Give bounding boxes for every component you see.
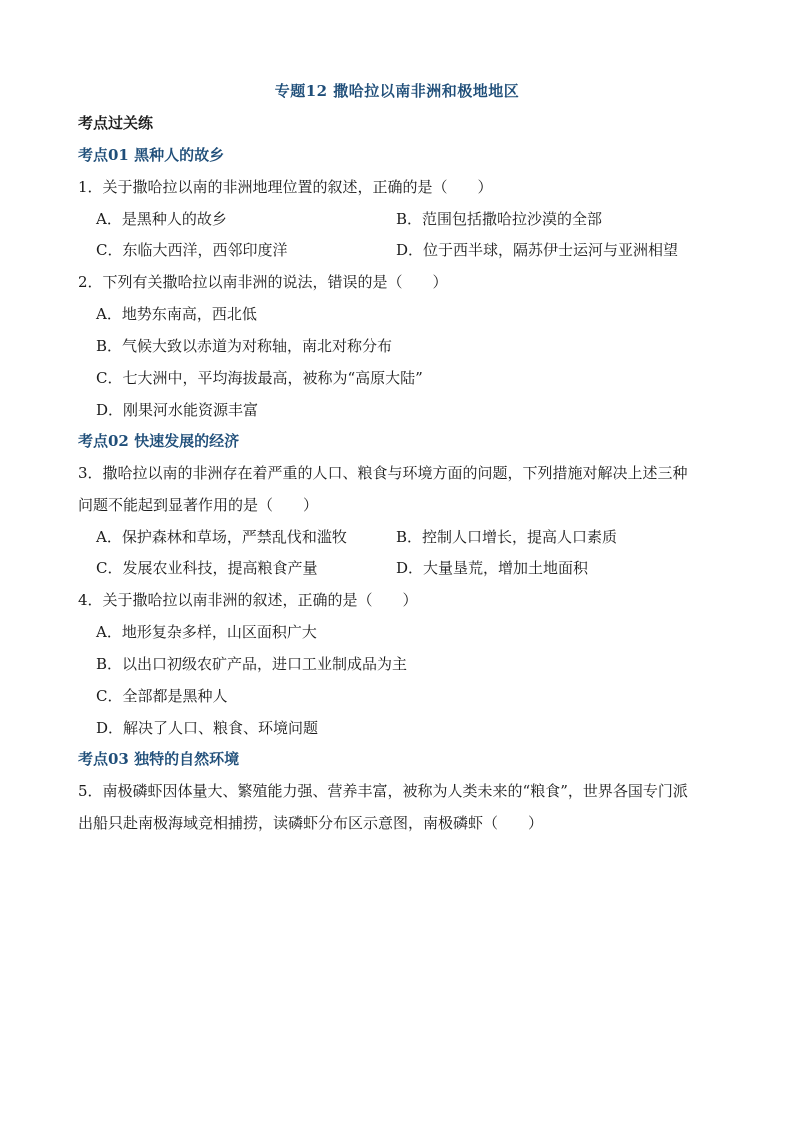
section-heading-01: 考点01 黑种人的故乡 bbox=[78, 146, 225, 164]
question-3-option-c: C．发展农业科技，提高粮食产量 bbox=[96, 559, 318, 577]
section-heading-03: 考点03 独特的自然环境 bbox=[78, 750, 240, 768]
question-2-option-d: D．刚果河水能资源丰富 bbox=[96, 401, 259, 419]
question-4-stem: 4．关于撒哈拉以南非洲的叙述，正确的是（ ） bbox=[78, 591, 418, 609]
question-1-option-a: A．是黑种人的故乡 bbox=[96, 210, 227, 228]
question-2-option-b: B．气候大致以赤道为对称轴，南北对称分布 bbox=[96, 337, 393, 355]
question-2-stem: 2．下列有关撒哈拉以南非洲的说法，错误的是（ ） bbox=[78, 273, 448, 291]
section-heading-main: 考点过关练 bbox=[78, 114, 154, 132]
question-4-option-b: B．以出口初级农矿产品，进口工业制成品为主 bbox=[96, 655, 408, 673]
question-1-option-d: D．位于西半球，隔苏伊士运河与亚洲相望 bbox=[396, 241, 679, 259]
question-4-option-c: C．全部都是黑种人 bbox=[96, 687, 228, 705]
question-4-option-a: A．地形复杂多样，山区面积广大 bbox=[96, 623, 317, 641]
question-1-option-c: C．东临大西洋，西邻印度洋 bbox=[96, 241, 288, 259]
question-3-option-d: D．大量垦荒，增加土地面积 bbox=[396, 559, 589, 577]
question-5-stem-line-1: 5．南极磷虾因体量大、繁殖能力强、营养丰富，被称为人类未来的“粮食”，世界各国专门派 bbox=[78, 782, 688, 800]
question-3-stem-line-2: 问题不能起到显著作用的是（ ） bbox=[78, 496, 319, 514]
question-3-option-b: B．控制人口增长，提高人口素质 bbox=[396, 528, 618, 546]
document-title: 专题12 撒哈拉以南非洲和极地地区 bbox=[274, 82, 520, 100]
question-3-stem-line-1: 3．撒哈拉以南的非洲存在着严重的人口、粮食与环境方面的问题，下列措施对解决上述三种 bbox=[78, 464, 688, 482]
question-3-option-a: A．保护森林和草场，严禁乱伐和滥牧 bbox=[96, 528, 347, 546]
question-4-option-d: D．解决了人口、粮食、环境问题 bbox=[96, 719, 319, 737]
question-5-stem-line-2: 出船只赴南极海域竞相捕捞，读磷虾分布区示意图，南极磷虾（ ） bbox=[78, 814, 544, 832]
question-1-option-b: B．范围包括撒哈拉沙漠的全部 bbox=[396, 210, 603, 228]
section-heading-02: 考点02 快速发展的经济 bbox=[78, 432, 240, 450]
question-1-stem: 1．关于撒哈拉以南的非洲地理位置的叙述，正确的是（ ） bbox=[78, 178, 493, 196]
question-2-option-c: C．七大洲中，平均海拔最高，被称为“高原大陆” bbox=[96, 369, 423, 387]
question-2-option-a: A．地势东南高，西北低 bbox=[96, 305, 257, 323]
